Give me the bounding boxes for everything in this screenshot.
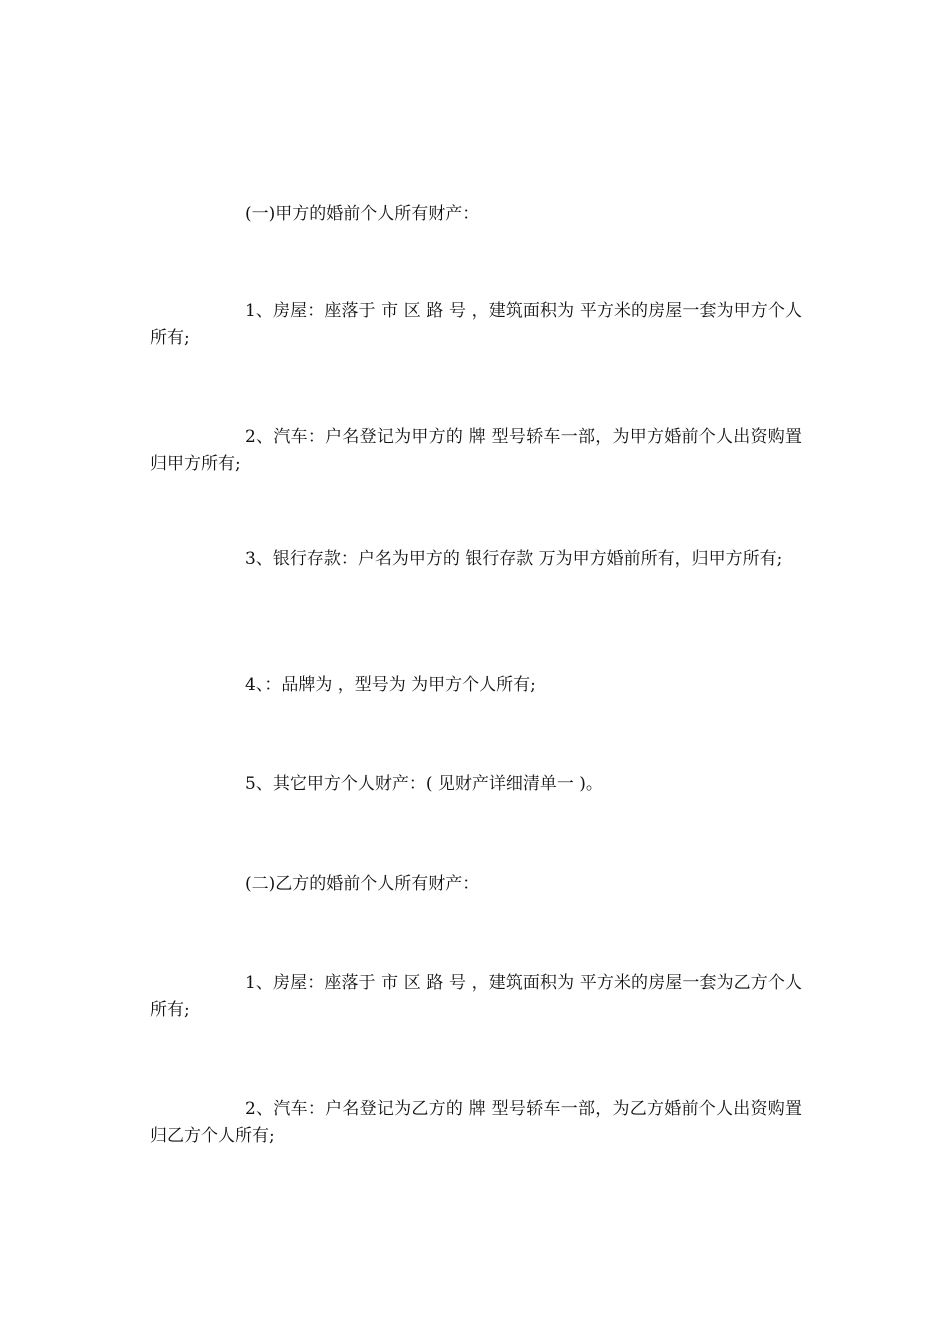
- section-heading-party-a-assets: (一)甲方的婚前个人所有财产：: [245, 204, 480, 224]
- clause-party-a-house: 1、房屋：座落于 市 区 路 号 ，建筑面积为 平方米的房屋一套为甲方个人所有;: [150, 301, 802, 348]
- clause-party-a-brand-item: 4、：品牌为 ，型号为 为甲方个人所有;: [245, 675, 536, 695]
- clause-party-b-car: 2、汽车：户名登记为乙方的 牌 型号轿车一部，为乙方婚前个人出资购置归乙方个人所有;: [150, 1099, 802, 1146]
- clause-party-a-car: 2、汽车：户名登记为甲方的 牌 型号轿车一部，为甲方婚前个人出资购置归甲方所有;: [150, 427, 802, 474]
- clause-party-a-bank-deposit: 3、银行存款：户名为甲方的 银行存款 万为甲方婚前所有，归甲方所有;: [245, 549, 783, 569]
- section-heading-party-b-assets: (二)乙方的婚前个人所有财产：: [245, 874, 480, 894]
- clause-party-a-other-assets: 5、其它甲方个人财产：( 见财产详细清单一 )。: [245, 774, 603, 794]
- clause-party-b-house: 1、房屋：座落于 市 区 路 号 ，建筑面积为 平方米的房屋一套为乙方个人所有;: [150, 973, 802, 1020]
